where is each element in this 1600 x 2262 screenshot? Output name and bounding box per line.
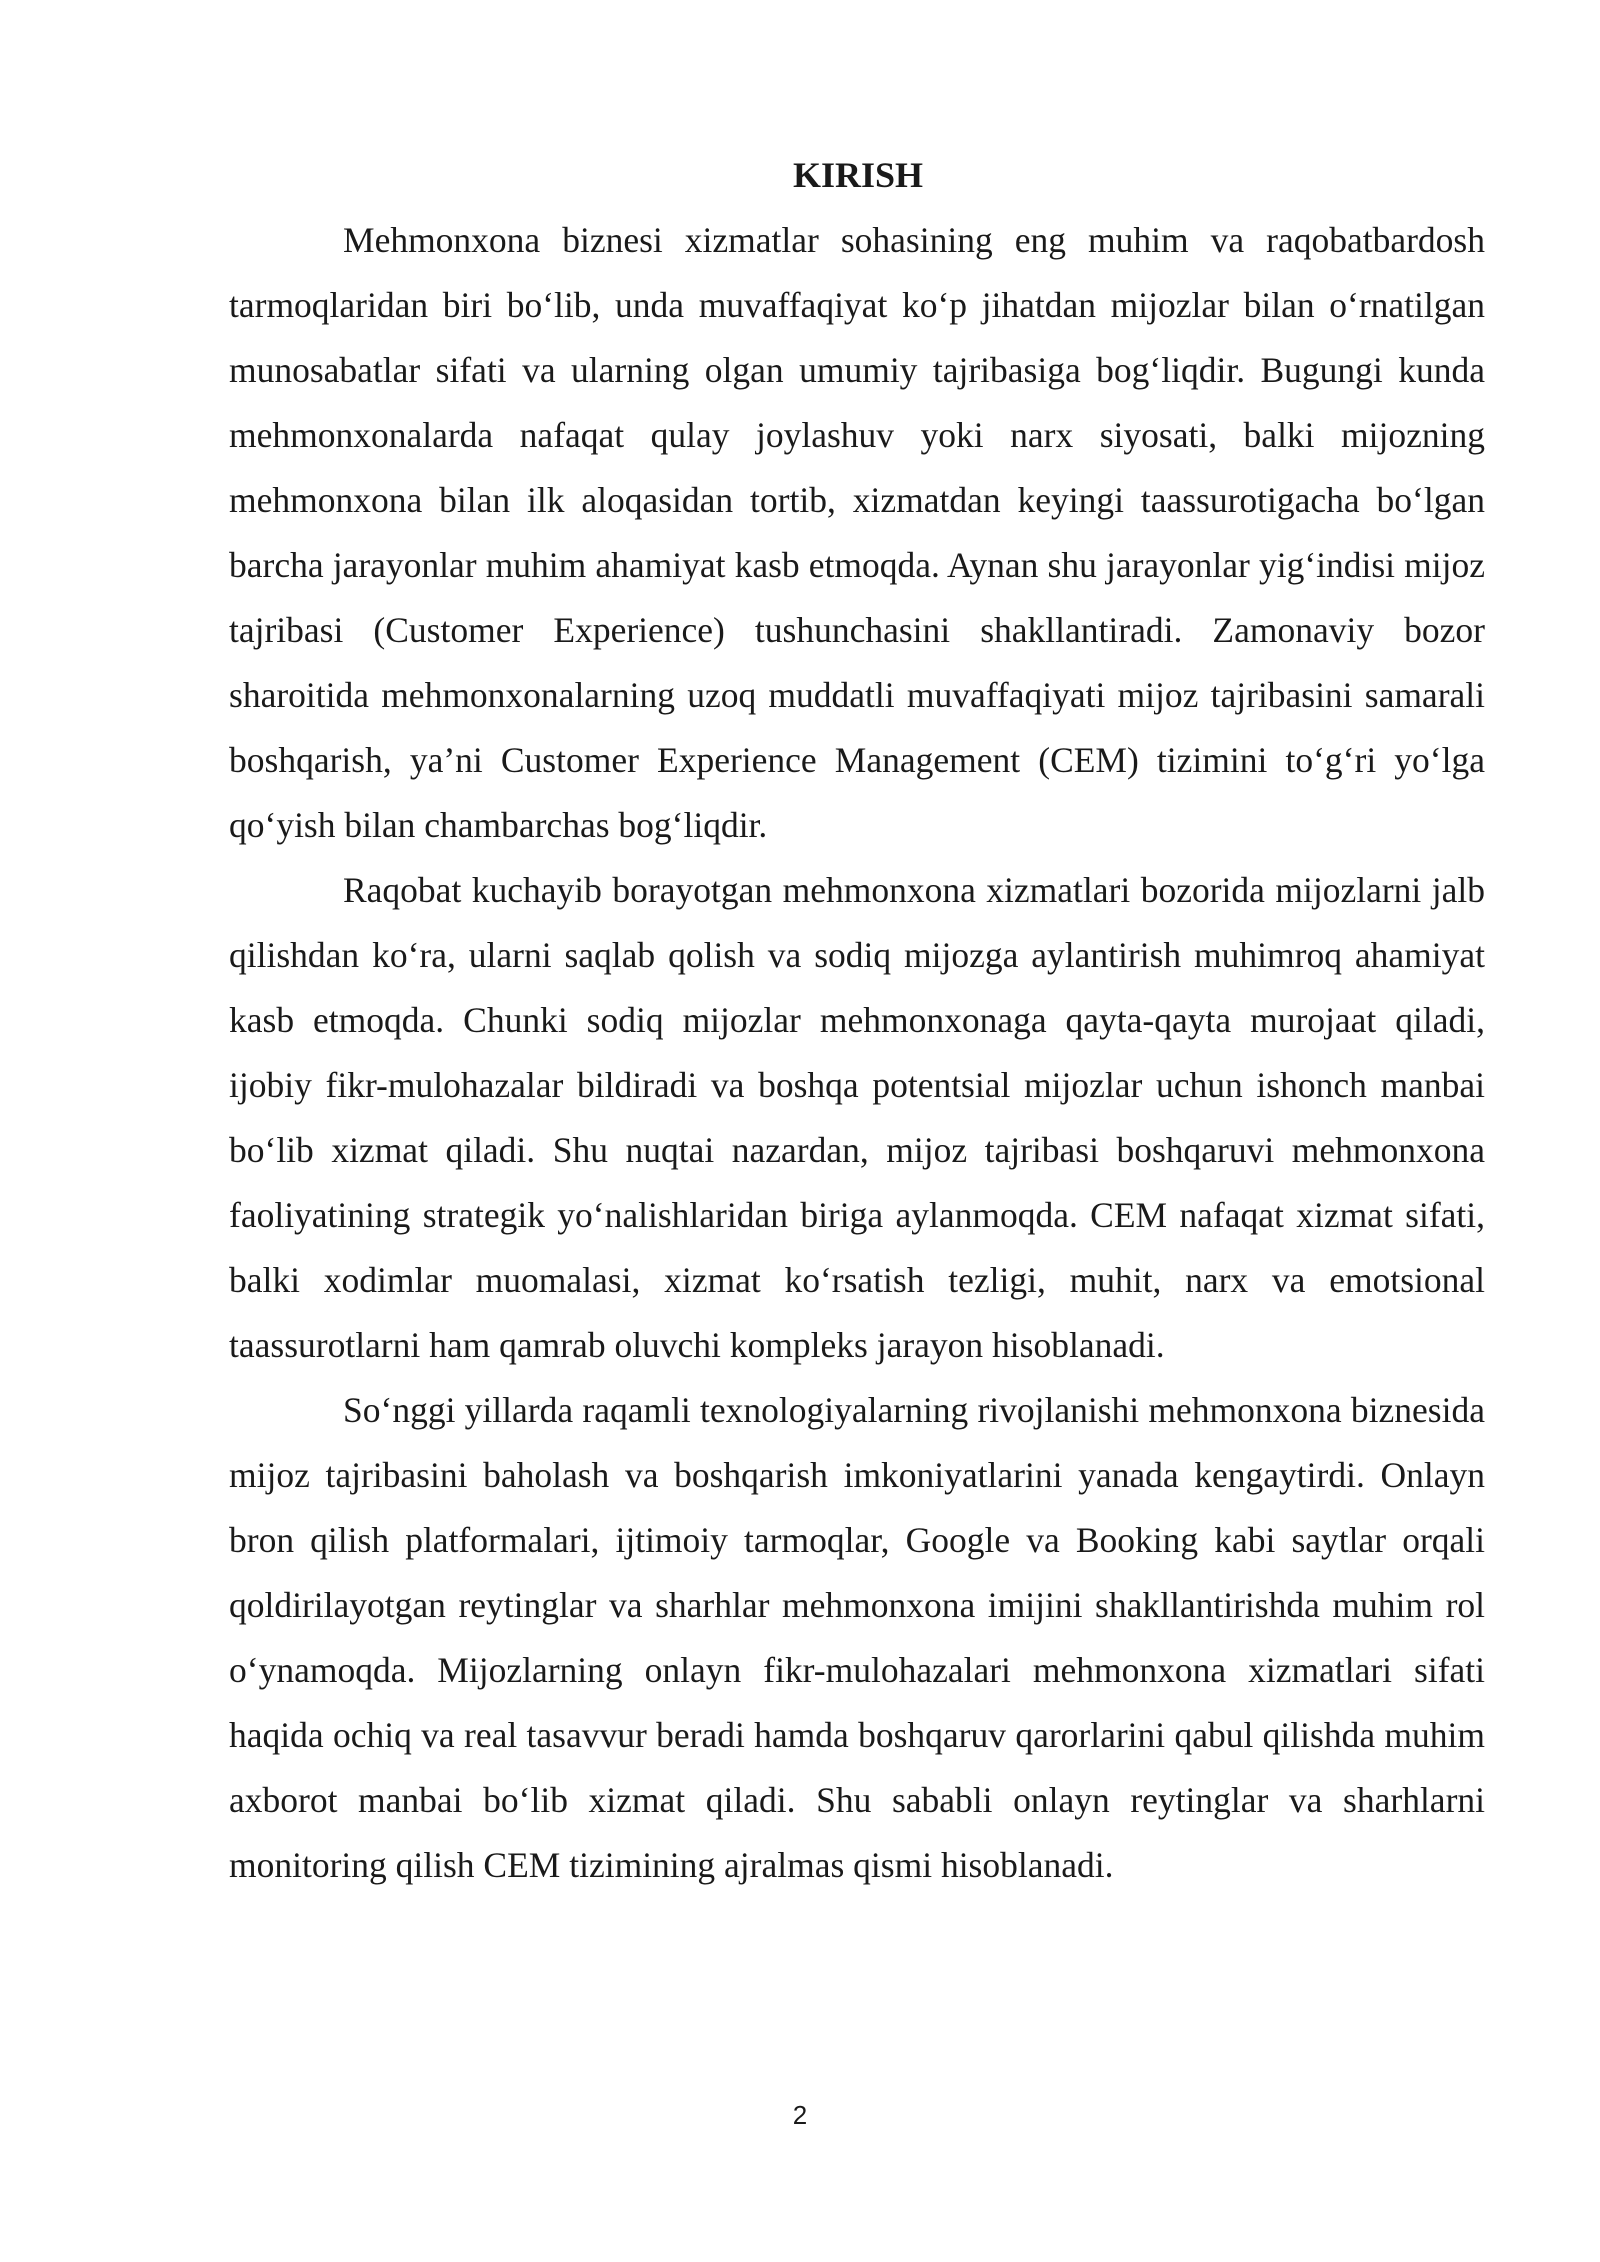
page-number: 2: [792, 2100, 808, 2130]
page-content: [229, 150, 1485, 1898]
section-heading: KIRISH: [792, 155, 924, 195]
paragraph-3: So‘nggi yillarda raqamli texnologiyalarning rivojlanishi mehmonxona biznesida mijoz tajribasini baholash va boshqarish imkoniyatlarini yanada kengaytirdi. Onlayn bron qilish platformalari, ijtimoiy tarmoqlar, Google va Booking kabi saytlar orqali qoldirilayotgan reytinglar va sharhlar mehmonxona imijini shakllantirishda muhim rol o‘ynamoqda. Mijozlarning onlayn fikr-mulohazalari mehmonxona xizmatlari sifati haqida ochiq va real tasavvur beradi hamda boshqaruv qarorlarini qabul qilishda muhim axborot manbai bo‘lib xizmat qiladi. Shu sababli onlayn reytinglar va sharhlarni monitoring qilish CEM tizimining ajralmas qismi hisoblanadi.: [229, 1390, 1485, 1885]
paragraph-2: Raqobat kuchayib borayotgan mehmonxona xizmatlari bozorida mijozlarni jalb qilishdan ko‘ra, ularni saqlab qolish va sodiq mijozga aylantirish muhimroq ahamiyat kasb etmoqda. Chunki sodiq mijozlar mehmonxonaga qayta-qayta murojaat qiladi, ijobiy fikr-mulohazalar bildiradi va boshqa potentsial mijozlar uchun ishonch manbai bo‘lib xizmat qiladi. Shu nuqtai nazardan, mijoz tajribasi boshqaruvi mehmonxona faoliyatining strategik yo‘nalishlaridan biriga aylanmoqda. CEM nafaqat xizmat sifati, balki xodimlar muomalasi, xizmat ko‘rsatish tezligi, muhit, narx va emotsional taassurotlarni ham qamrab oluvchi kompleks jarayon hisoblanadi.: [229, 870, 1485, 1365]
paragraph-1: Mehmonxona biznesi xizmatlar sohasining eng muhim va raqobatbardosh tarmoqlaridan biri bo‘lib, unda muvaffaqiyat ko‘p jihatdan mijozlar bilan o‘rnatilgan munosabatlar sifati va ularning olgan umumiy tajribasiga bog‘liqdir. Bugungi kunda mehmonxonalarda nafaqat qulay joylashuv yoki narx siyosati, balki mijozning mehmonxona bilan ilk aloqasidan tortib, xizmatdan keyingi taassurotigacha bo‘lgan barcha jarayonlar muhim ahamiyat kasb etmoqda. Aynan shu jarayonlar yig‘indisi mijoz tajribasi (Customer Experience) tushunchasini shakllantiradi. Zamonaviy bozor sharoitida mehmonxonalarning uzoq muddatli muvaffaqiyati mijoz tajribasini samarali boshqarish, ya’ni Customer Experience Management (CEM) tizimini to‘g‘ri yo‘lga qo‘yish bilan chambarchas bog‘liqdir.: [229, 220, 1485, 845]
